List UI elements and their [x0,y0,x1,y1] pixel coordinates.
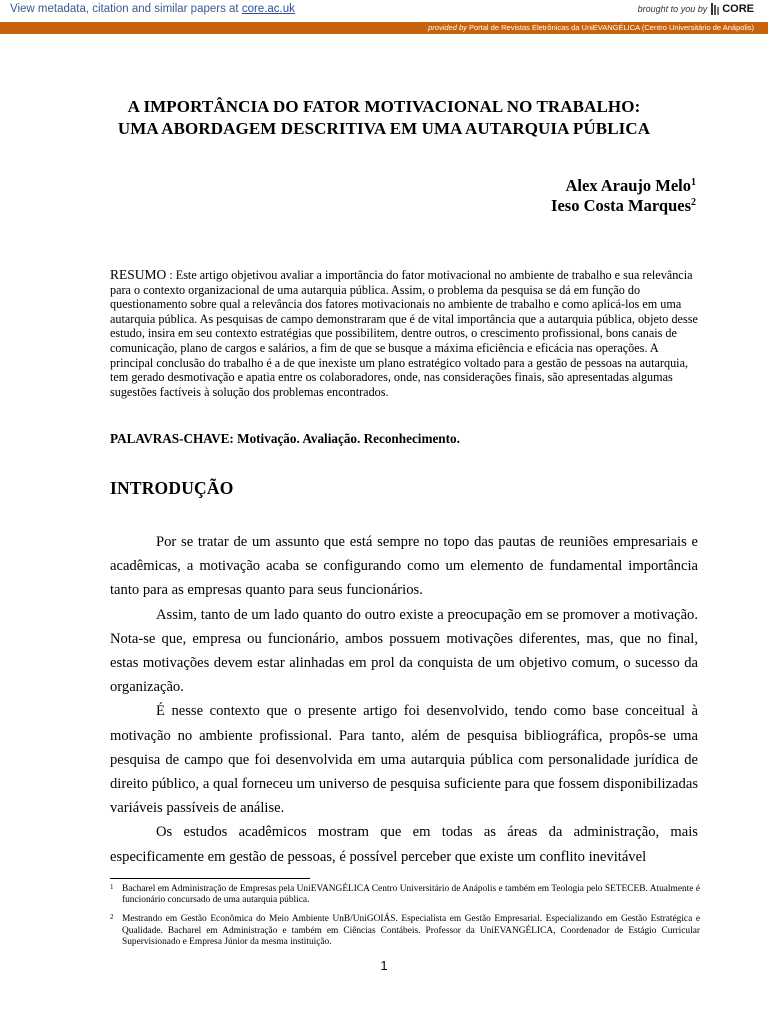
paper-title-line-2: UMA ABORDAGEM DESCRITIVA EM UMA AUTARQUIA PÚBLICA [117,119,651,138]
body-text [110,530,698,869]
core-logo-text: CORE [722,3,754,15]
author-footnote-mark: 2 [691,197,696,208]
footnote-2 [110,914,700,948]
abstract-label: RESUMO [110,267,167,282]
provided-by-label: provided by [428,23,467,32]
author-footnote-mark: 1 [691,177,696,188]
footnote-text: Mestrando em Gestão Econômica do Meio Ambiente UnB/UniGOIÁS. Especialista em Gestão Empresarial. Especializando em Gestão Estratégica e Qualidade. Bacharel em Administração e também em Ciências Contábeis. Professor da UniEVANGÉLICA, Coordenador de Estágio Curricular Supervisionado e Empresa Júnior da mesma instituição. [122,914,700,947]
core-logo [710,2,754,16]
footnote-mark: 2 [110,913,114,922]
footnotes [110,884,700,948]
paper-title-line-1: A IMPORTÂNCIA DO FATOR MOTIVACIONAL NO TRABALHO: [127,97,641,116]
author-name: Ieso Costa Marques [551,196,691,215]
author-name: Alex Araujo Melo [565,176,691,195]
core-ac-uk-link[interactable]: core.ac.uk [241,3,295,15]
core-link-prefix: View metadata, citation and similar papers at [10,3,242,15]
core-banner [0,0,768,23]
body-paragraph: É nesse contexto que o presente artigo foi desenvolvido, tendo como base conceitual à motivação no ambiente profissional. Para tanto, além de pesquisa bibliográfica, propôs-se uma pesquisa de campo que foi desenvolvida em uma autarquia pública com personalidade jurídica de direito público, a qual forneceu um universo de pesquisa suficiente para que fossem disponibilizadas variáveis passíveis de análise. [110,703,698,817]
author-1 [551,176,696,196]
page-number: 1 [380,958,388,973]
keywords: PALAVRAS-CHAVE: Motivação. Avaliação. Reconhecimento. [110,431,460,446]
section-heading-introduction: INTRODUÇÃO [110,478,234,498]
core-brought-text: brought to you by [637,4,708,14]
footnote-text: Bacharel em Administração de Empresas pela UniEVANGÉLICA Centro Universitário de Anápolis e também em Teologia pelo SETECEB. Atualmente é funcionário concursado de uma autarquia pública. [122,884,700,906]
core-logo-icon [710,2,720,16]
footnote-divider [110,878,310,879]
author-list [551,176,696,216]
body-paragraph: Por se tratar de um assunto que está sempre no topo das pautas de reuniões empresariais e acadêmicas, a motivação acaba se configurando como um elemento de fundamental importância tanto para as empresas quanto para seus funcionários. [110,534,698,599]
abstract [110,268,700,399]
body-paragraph: Assim, tanto de um lado quanto do outro existe a preocupação em se promover a motivação. Nota-se que, empresa ou funcionário, ambos possuem motivações diferentes, mas, que no final, estas motivações devem estar alinhadas em prol da conquista de um objetivo comum, o sucesso da organização. [110,606,698,696]
abstract-text: : Este artigo objetivou avaliar a importância do fator motivacional no ambiente de trabalho e sua relevância para o contexto organizacional de uma autarquia pública. Assim, o problema da pesquisa se dá em função do questionamento sobre qual a relevância dos fatores motivacionais no ambiente de trabalho e como aplicá-los em uma autarquia pública. As pesquisas de campo demonstraram que é de vital importância que a autarquia pública, objeto desse estudo, insira em seu contexto estratégias que possibilitem, dentre outros, o crescimento profissional, bons canais de comunicação, plano de cargos e salários, a fim de que se busque a máxima eficiência e eficácia nas operações. A principal conclusão do trabalho é a de que inexiste um plano estratégico voltado para a gestão de pessoas na autarquia, tem gerado desmotivação e apatia entre os colaboradores, onde, nas considerações finais, são apresentadas algumas sugestões factíveis à solução dos problemas encontrados. [110,268,698,399]
core-brought-to-you[interactable] [638,2,754,16]
body-paragraph: Os estudos acadêmicos mostram que em todas as áreas da administração, mais especificamente em gestão de pessoas, é possível perceber que existe um conflito inevitável [110,824,698,865]
footnote-mark: 1 [110,883,114,891]
core-provided-by-bar[interactable] [0,22,768,34]
provided-by-source: Portal de Revistas Eletrônicas da UniEVANGÉLICA (Centro Universitário de Anápolis) [469,23,754,32]
author-2 [551,196,696,216]
footnote-1 [110,884,700,906]
core-metadata-link-row [10,3,295,15]
